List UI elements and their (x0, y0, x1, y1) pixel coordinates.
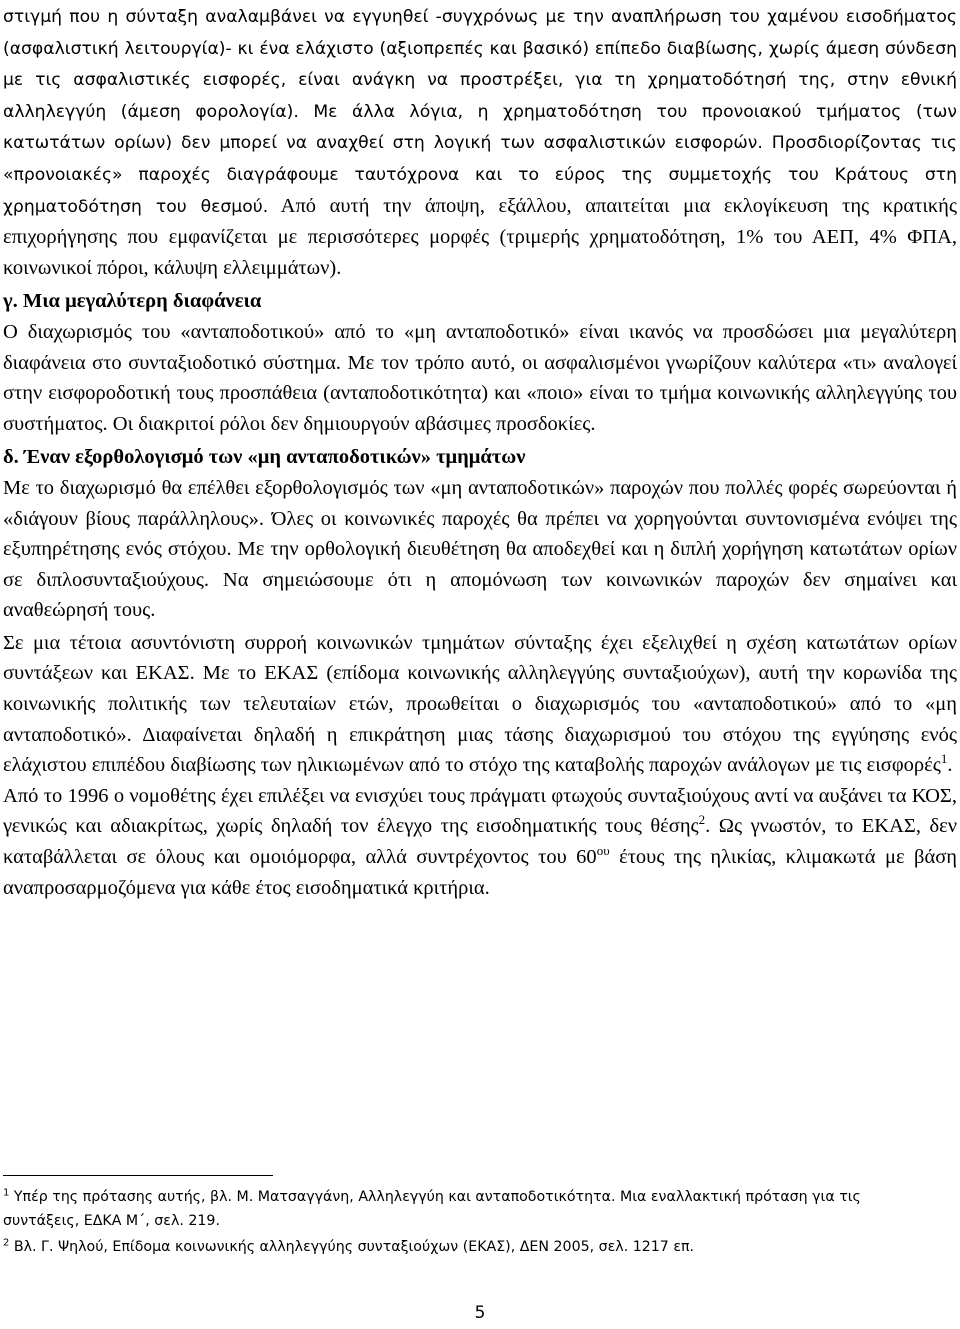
paragraph-1996-text-a: Από το 1996 ο νομοθέτης έχει επιλέξει να ενισχύει τους πράγματι φτωχούς συνταξιούχους αντί να αυξάνει τα ΚΟΣ, γενικώς και αδιακρίτως, χωρίς δηλαδή τον έλεγχο της εισοδηματικής τους θέσης (3, 784, 957, 838)
paragraph-rationalization: Με το διαχωρισμό θα επέλθει εξορθολογισμός των «μη ανταποδοτικών» παροχών που πολλές φορές σωρεύονται ή «διάγουν βίους παράλληλους». Όλες οι κοινωνικές παροχές θα πρέπει να χορηγούνται συντονισμένα ενόψει της εξυπηρέτησης ενός στόχου. Με την ορθολογική διευθέτηση θα αποδεχθεί και η διπλή χορήγηση κατωτάτων ορίων σε διπλοσυνταξιούχους. Να σημειώσουμε ότι η απομόνωση των κοινωνικών παροχών δεν σημαίνει και αναθεώρησή τους. (3, 476, 957, 622)
paragraph-1996-text-b: . Ως γνωστόν, το ΕΚΑΣ, δεν καταβάλλεται σε όλους και ομοιόμορφα, αλλά συντρέχοντος του 60 (3, 815, 957, 869)
paragraph-transparency: Ο διαχωρισμός του «ανταποδοτικού» από το «μη ανταποδοτικό» είναι ικανός να προσδώσει μια μεγαλύτερη διαφάνεια στο συνταξιοδοτικό σύστημα. Με τον τρόπο αυτό, οι ασφαλισμένοι γνωρίζουν καλύτερα «τι» αναλογεί στην εισφοροδοτική τους προσπάθεια (ανταποδοτικότητα) και «ποιο» είναι το τμήμα κοινωνικής αλληλεγγύης του συστήματος. Οι διακριτοί ρόλοι δεν δημιουργούν αβάσιμες προσδοκίες. (3, 320, 957, 435)
footnote-text-2: Βλ. Γ. Ψηλού, Επίδομα κοινωνικής αλληλεγγύης συνταξιούχων (ΕΚΑΣ), ΔΕΝ 2005, σελ. 1217 επ. (9, 1239, 695, 1255)
paragraph-serif-run: Από αυτή την άποψη, εξάλλου, απαιτείται μια εκλογίκευση της κρατικής επιχορήγησης που εμφανίζεται με περισσότερες μορφές (τριμερής χρηματοδότηση, 1% του ΑΕΠ, 4% ΦΠΑ, κοινωνικοί πόροι, κάλυψη ελλειμμάτων). (3, 194, 957, 279)
footnote-marker-1: 1 (3, 1187, 10, 1199)
footnote-marker-2: 2 (3, 1237, 10, 1249)
page-number: 5 (474, 1303, 486, 1323)
section-heading-rationalization: δ. Έναν εξορθολογισμό των «μη ανταποδοτικών» τμημάτων (3, 446, 526, 469)
paragraph-1996-text-c: έτους της ηλικίας, κλιμακωτά με βάση αναπροσαρμοζόμενα για κάθε έτος εισοδηματικά κριτήρια. (3, 846, 957, 899)
paragraph-pension-solidarity (3, 0, 957, 283)
document-page (3, 0, 957, 1329)
paragraph-sans-run: στιγμή που η σύνταξη αναλαμβάνει να εγγυηθεί -συγχρόνως με την αναπλήρωση του χαμένου εισοδήματος (ασφαλιστική λειτουργία)- κι ένα ελάχιστο (αξιοπρεπές και βασικό) επίπεδο διαβίωσης, χωρίς άμεση σύνδεση με τις ασφαλιστικές εισφορές, είναι ανάγκη να προστρέξει, για τη χρηματοδότησή της, στην εθνική αλληλεγγύη (άμεση φορολογία). Με άλλα λόγια, η χρηματοδότηση του προνοιακού τμήματος (των κατωτάτων ορίων) δεν μπορεί να αναχθεί στη λογική των ασφαλιστικών εισφορών. Προσδιορίζοντας τις «προνοιακές» παροχές διαγράφουμε ταυτόχρονα και το εύρος της συμμετοχής του Κράτους στη χρηματοδότηση του θεσμού. (3, 7, 957, 217)
footnote-2 (3, 1235, 933, 1259)
footnotes (3, 1185, 933, 1261)
paragraph-since-1996 (3, 781, 957, 903)
footnote-ref-1[interactable]: 1 (940, 751, 948, 767)
footnote-text-1: Υπέρ της πρότασης αυτής, βλ. Μ. Ματσαγγάνη, Αλληλεγγύη και ανταποδοτικότητα. Μια εναλλακτική πρόταση για τις συντάξεις, ΕΔΚΑ Μ΄, σελ. 219. (3, 1189, 861, 1229)
ordinal-superscript: ου (596, 843, 610, 859)
footnote-separator (3, 1175, 273, 1176)
footnote-1 (3, 1185, 933, 1233)
footnote-ref-2[interactable]: 2 (698, 812, 706, 828)
paragraph-ekas (3, 626, 957, 781)
paragraph-ekas-end: . (947, 754, 953, 777)
paragraph-ekas-text: Σε μια τέτοια ασυντόνιστη συρροή κοινωνικών τμημάτων σύνταξης έχει εξελιχθεί η σχέση κατωτάτων ορίων συντάξεων και ΕΚΑΣ. Με το ΕΚΑΣ (επίδομα κοινωνικής αλληλεγγύης συνταξιούχων), αυτή την κορωνίδα της κοινωνικής πολιτικής των τελευταίων ετών, προωθείται ο διαχωρισμός του «ανταποδοτικού» από το «μη ανταποδοτικό». Διαφαίνεται δηλαδή η επικράτηση μιας τάσης διαχωρισμού του στόχου της εγγύησης ενός ελάχιστου επιπέδου διαβίωσης των ηλικιωμένων από το στόχο της καταβολής παροχών ανάλογων με τις εισφορές (3, 631, 957, 777)
section-heading-transparency: γ. Μια μεγαλύτερη διαφάνεια (3, 290, 262, 313)
